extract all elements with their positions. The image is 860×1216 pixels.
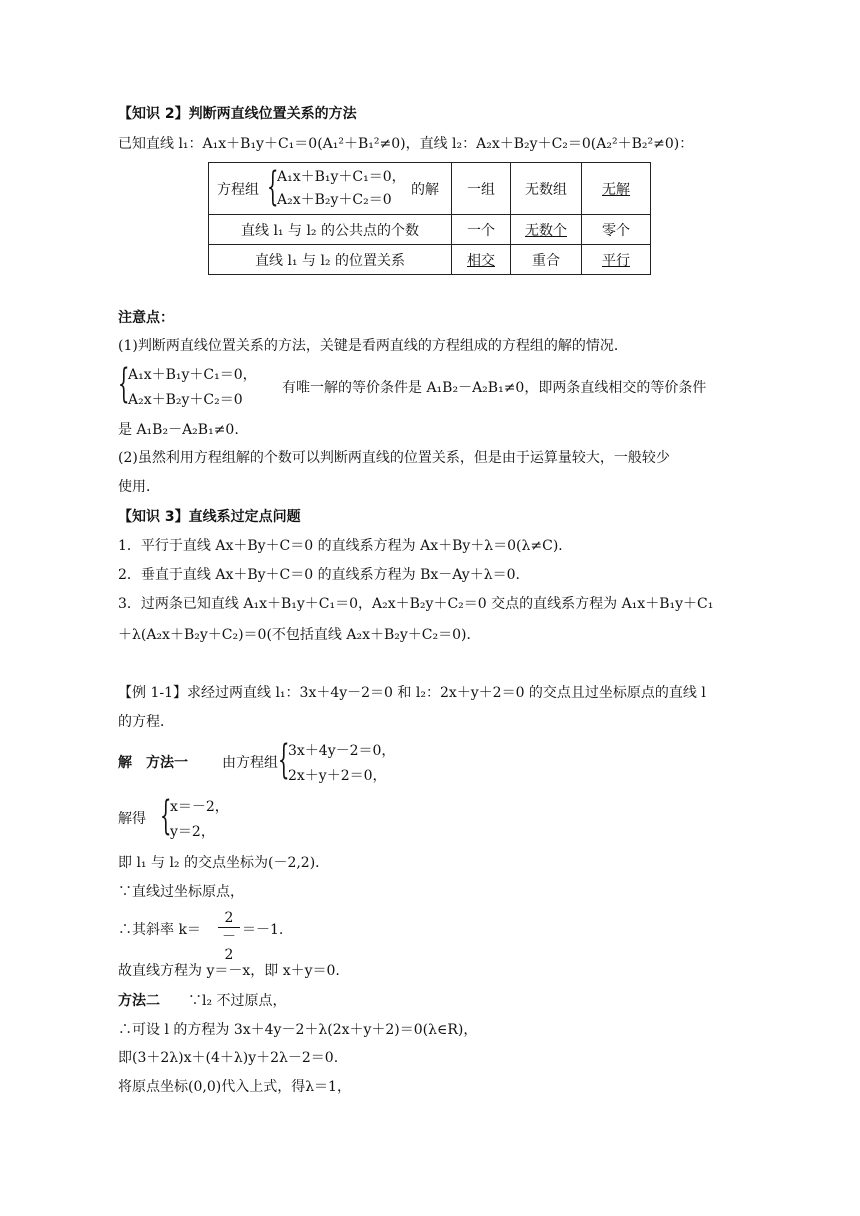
table-cell: 一个	[452, 215, 511, 245]
table-cell: 无数组	[511, 163, 582, 215]
table-cell: 零个	[582, 215, 651, 245]
table-cell: 一组	[452, 163, 511, 215]
table-cell: 重合	[511, 245, 582, 275]
table-row1-label: 方程组 { A₁x＋B₁y＋C₁＝0， A₂x＋B₂y＋C₂＝0 的解	[209, 163, 452, 215]
table-row3-label: 直线 l₁ 与 l₂ 的位置关系	[209, 245, 452, 275]
table-cell: 相交	[452, 245, 511, 275]
solution-text: 由方程组	[222, 755, 278, 771]
brace: {	[267, 164, 279, 210]
k3-item-1: 1．平行于直线 Ax＋By＋C＝0 的直线系方程为 Ax＋By＋λ＝0(λ≠C)．	[118, 538, 573, 554]
k2-intro: 已知直线 l₁：A₁x＋B₁y＋C₁＝0(A₁²＋B₁²≠0)，直线 l₂：A₂x＋B₂y＋C₂＝0(A₂²＋B₂²≠0)：	[118, 136, 694, 152]
note-1-cont: 有唯一解的等价条件是 A₁B₂－A₂B₁≠0，即两条直线相交的等价条件	[282, 380, 707, 396]
system2-eq2: y＝2，	[170, 824, 215, 840]
note-2b: 使用．	[118, 479, 160, 495]
note-system-eq1: A₁x＋B₁y＋C₁＝0，	[128, 367, 257, 383]
note-system-eq2: A₂x＋B₂y＋C₂＝0	[128, 392, 243, 408]
k3-item-3b: ＋λ(A₂x＋B₂y＋C₂)＝0(不包括直线 A₂x＋B₂y＋C₂＝0)．	[118, 627, 481, 643]
note-1-end: 是 A₁B₂－A₂B₁≠0.	[118, 422, 239, 438]
relation-table	[208, 162, 651, 275]
method2-label: 方法二	[118, 993, 160, 1009]
solution-line-1: 即 l₁ 与 l₂ 的交点坐标为(－2,2)．	[118, 855, 330, 871]
solution-line-5: ∴可设 l 的方程为 3x＋4y－2＋λ(2x＋y＋2)＝0(λ∈R)，	[118, 1022, 478, 1038]
solution-line-6: 即(3＋2λ)x＋(4＋λ)y＋2λ－2＝0.	[118, 1050, 339, 1066]
brace: {	[118, 361, 130, 407]
method2-text: ∵l₂ 不过原点，	[174, 993, 287, 1009]
table-cell: 无数个	[511, 215, 582, 245]
note-2a: (2)虽然利用方程组解的个数可以判断两直线的位置关系，但是由于运算量较大，一般较少	[118, 450, 670, 466]
slope-label: ∴其斜率 k＝	[118, 922, 201, 938]
solve-label: 解得	[118, 811, 146, 827]
k3-item-3a: 3．过两条已知直线 A₁x＋B₁y＋C₁＝0，A₂x＋B₂y＋C₂＝0 交点的直线系方程为 A₁x＋B₁y＋C₁	[118, 596, 714, 612]
system1-eq2: 2x＋y＋2＝0，	[288, 768, 387, 784]
example-title-b: 的方程．	[118, 714, 174, 730]
system1-eq1: 3x＋4y－2＝0，	[288, 743, 396, 759]
table-row2-label: 直线 l₁ 与 l₂ 的公共点的个数	[209, 215, 452, 245]
example-title-a: 【例 1-1】求经过两直线 l₁：3x＋4y－2＝0 和 l₂：2x＋y＋2＝0 的交点且过坐标原点的直线 l	[118, 685, 706, 701]
fraction-numerator: 2	[218, 910, 240, 928]
solution-line-4: 故直线方程为 y＝－x，即 x＋y＝0.	[118, 963, 340, 979]
section-heading-k2: 【知识 2】判断两直线位置关系的方法	[118, 106, 357, 122]
slope-result: ＝－1.	[242, 922, 284, 938]
brace: {	[160, 793, 172, 839]
solution-line-2: ∵直线过坐标原点，	[118, 884, 244, 900]
notes-heading: 注意点：	[118, 310, 174, 326]
solution-line-7: 将原点坐标(0,0)代入上式，得λ＝1，	[118, 1079, 351, 1095]
table-cell: 平行	[582, 245, 651, 275]
brace: {	[278, 737, 290, 783]
section-heading-k3: 【知识 3】直线系过定点问题	[118, 509, 301, 525]
table-cell: 无解	[582, 163, 651, 215]
slope-fraction	[218, 910, 240, 964]
note-1: (1)判断两直线位置关系的方法，关键是看两直线的方程组成的方程组的解的情况．	[118, 338, 628, 354]
fraction-denominator: －2	[222, 929, 236, 963]
k3-item-2: 2．垂直于直线 Ax＋By＋C＝0 的直线系方程为 Bx－Ay＋λ＝0.	[118, 567, 520, 583]
solution-label: 解 方法一	[118, 755, 188, 771]
system2-eq1: x＝－2，	[170, 799, 229, 815]
